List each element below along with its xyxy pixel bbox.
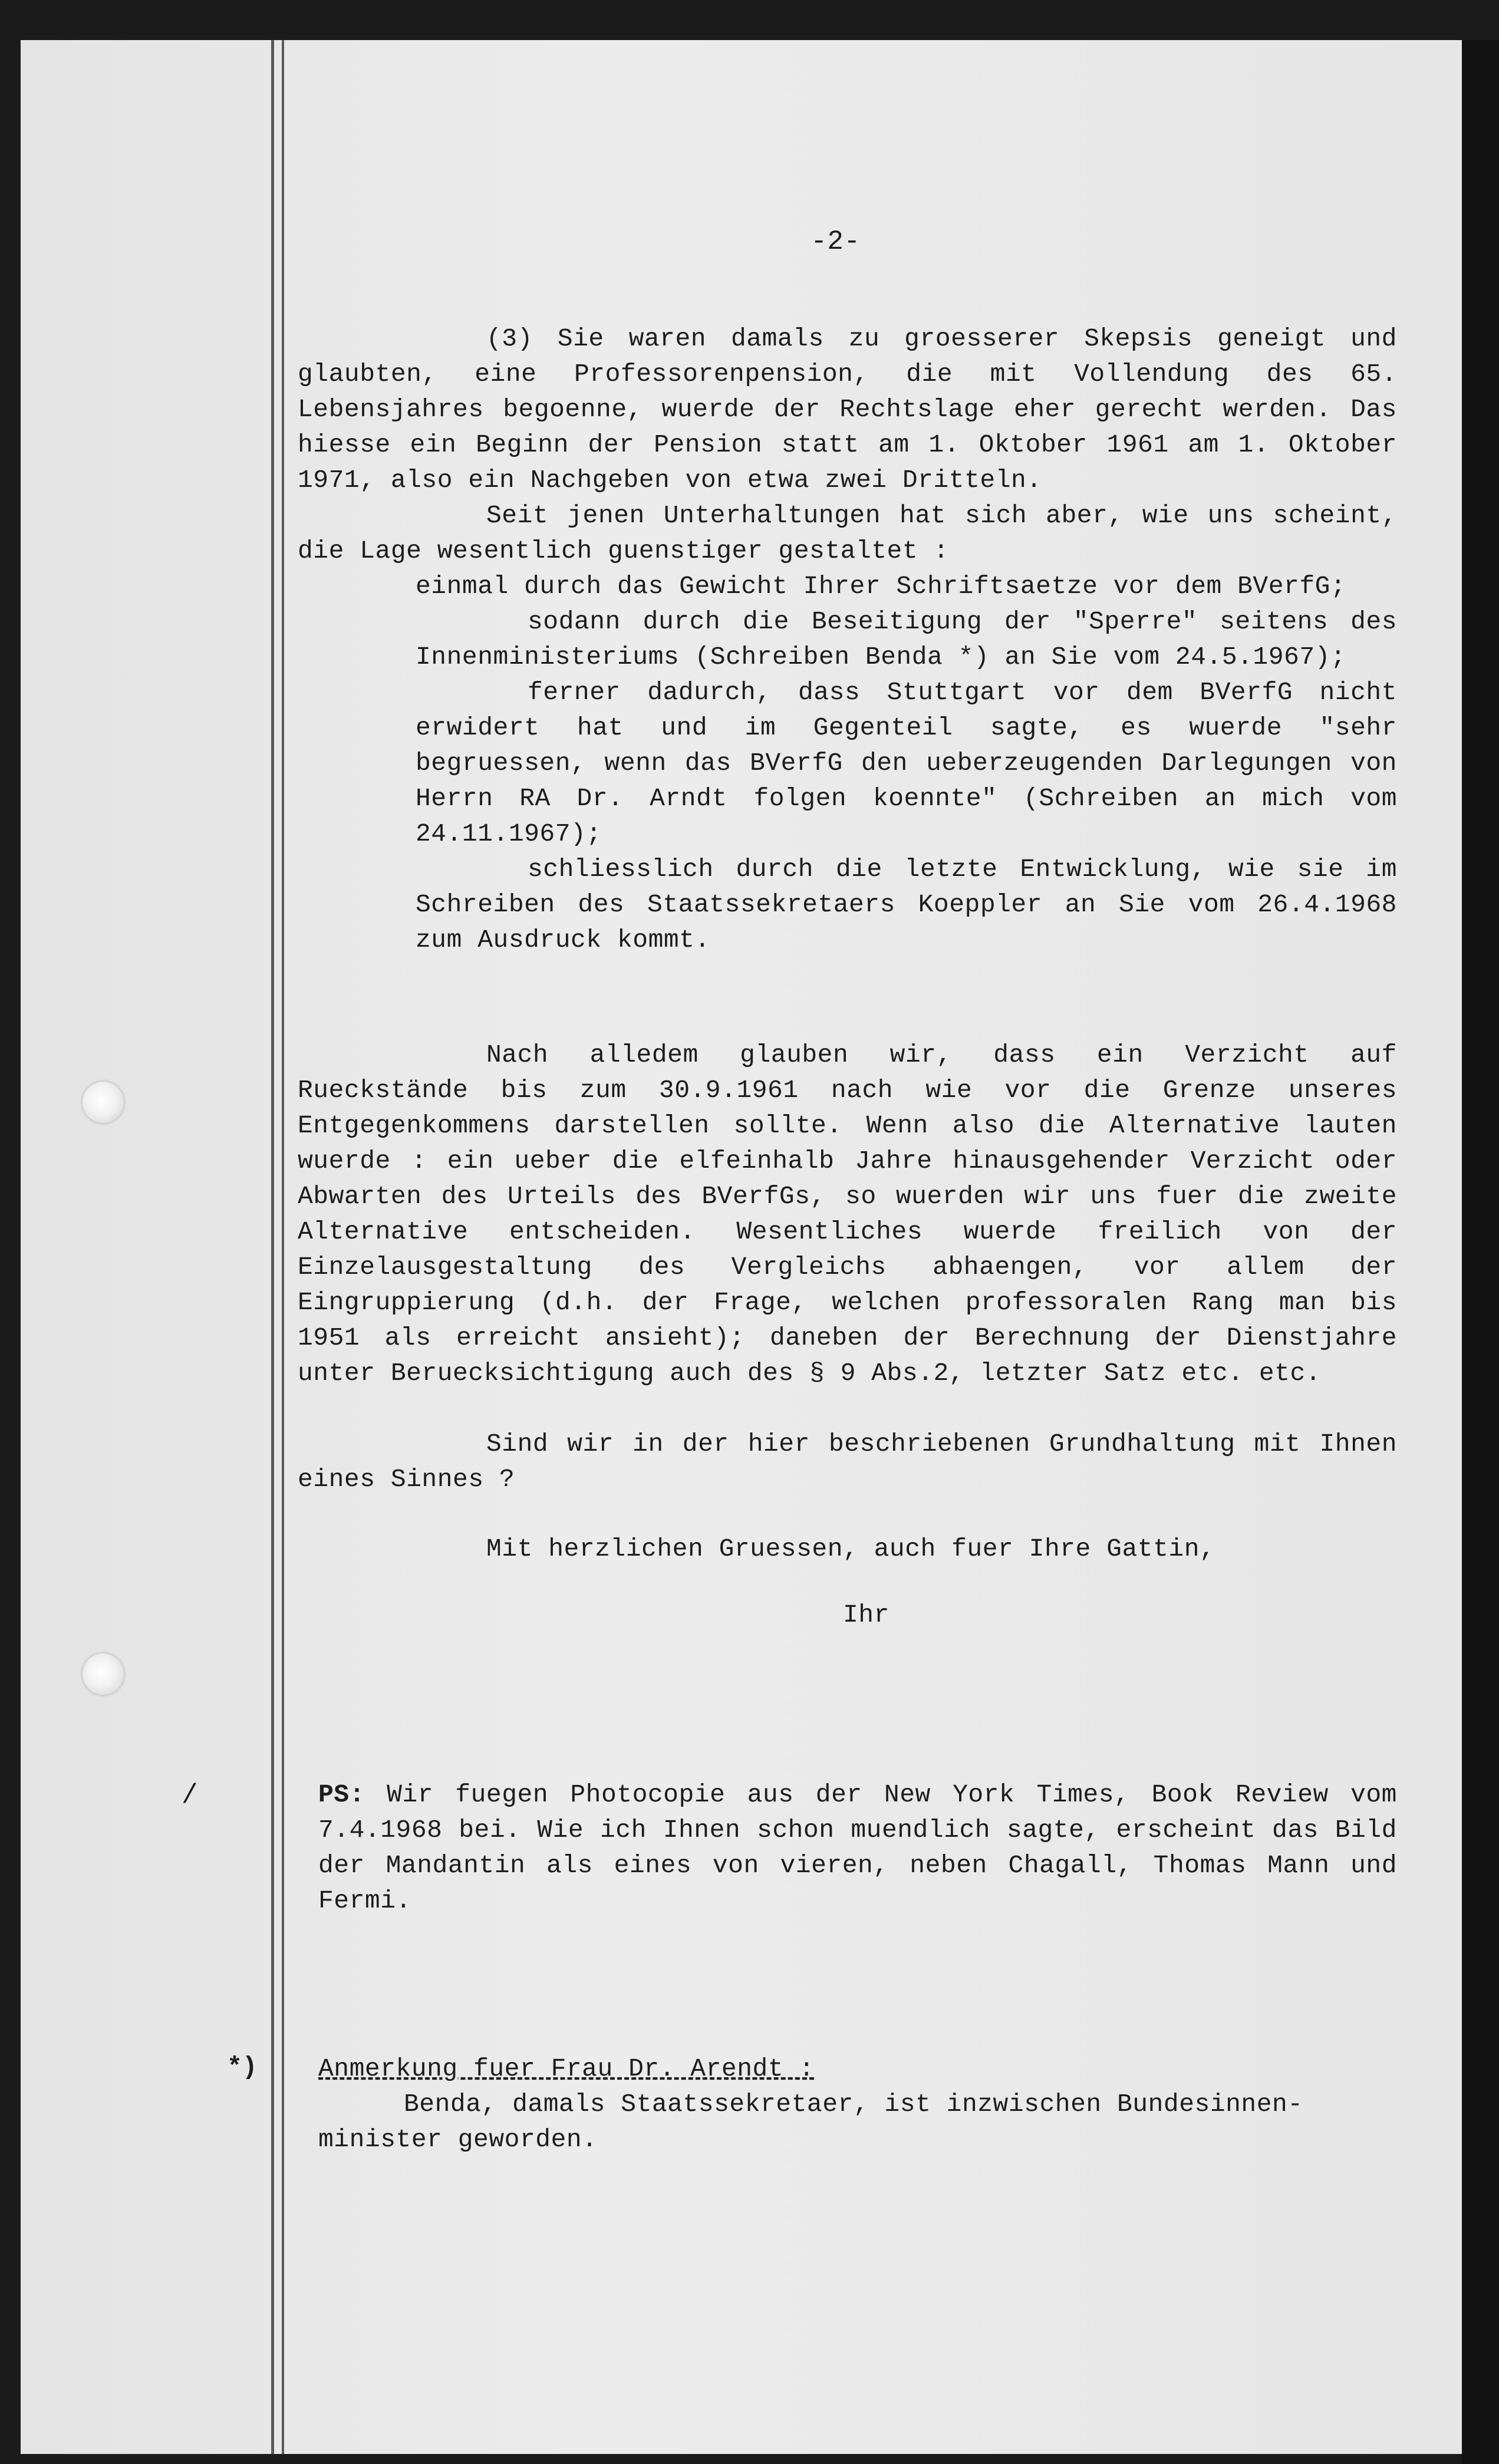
paragraph-3: (3) Sie waren damals zu groesserer Skepsis geneigt und glaubten, eine Professorenpension, die mit Vollendung des 65. Lebensjahres begoenne, wuerde der Rechtslage eher gerecht werden. Das hiesse ein Beginn der Pension statt am 1. Oktober 1961 am 1. Oktober 1971, also ein Nachgeben von etwa zwei Dritteln. — [298, 324, 1397, 495]
punch-hole-top — [83, 1082, 124, 1123]
margin-slash-mark: / — [182, 1780, 198, 1811]
footnote-line: Benda, damals Staatssekretaer, ist inzwischen Bundesinnen- — [404, 2090, 1303, 2119]
postscript-text: Wir fuegen Photocopie aus der New York Times, Book Review vom 7.4.1968 bei. Wie ich Ihnen schon muendlich sagte, erscheint das Bild der Mandantin als eines von vieren, neben Chagall, Thomas Mann und Fermi. — [318, 1780, 1397, 1915]
page-number: -2- — [811, 226, 861, 257]
paragraph-conclusion: Nach alledem glauben wir, dass ein Verzicht auf Rueckstände bis zum 30.9.1961 nach wie vor die Grenze unseres Entgegenkommens darstellen sollte. Wenn also die Alternative lauten wuerde : ein ueber die elfeinhalb Jahre hinausgehender Verzicht oder Abwarten des Urteils des BVerfGs, so wuerden wir uns fuer die zweite Alternative entscheiden. Wesentliches wuerde freilich von der Einzelausgestaltung des Vergleichs abhaengen, vor allem der Eingruppierung (d.h. der Frage, welchen professoralen Rang man bis 1951 als erreicht ansieht); daneben der Berechnung der Dienstjahre unter Beruecksichtigung auch des § 9 Abs.2, letzter Satz etc. etc. — [298, 1040, 1397, 1388]
postscript-label: PS: — [318, 1780, 365, 1809]
letter-body — [298, 224, 1397, 2157]
footnote-marker: *) — [227, 2053, 258, 2081]
footnote-line: minister geworden. — [318, 2125, 598, 2154]
paragraph-situation: Seit jenen Unterhaltungen hat sich aber, wie uns scheint, die Lage wesentlich guenstiger gestaltet : — [298, 501, 1397, 565]
list-item: einmal durch das Gewicht Ihrer Schriftsaetze vor dem BVerfG; — [416, 572, 1346, 601]
scan-edge — [1462, 40, 1499, 2464]
signature: Ihr — [843, 1600, 889, 1629]
paragraph-question: Sind wir in der hier beschriebenen Grundhaltung mit Ihnen eines Sinnes ? — [298, 1429, 1397, 1494]
punch-hole-bottom — [83, 1653, 124, 1695]
list-item: schliesslich durch die letzte Entwicklung, wie sie im Schreiben des Staatssekretaers Koeppler an Sie vom 26.4.1968 zum Ausdruck kommt. — [416, 855, 1397, 954]
footnote-title: Anmerkung fuer Frau Dr. Arendt : — [318, 2054, 815, 2083]
list-item: ferner dadurch, dass Stuttgart vor dem BVerfG nicht erwidert hat und im Gegenteil sagte, es wuerde "sehr begruessen, wenn das BVerfG den ueberzeugenden Darlegungen von Herrn RA Dr. Arndt folgen koennte" (Schreiben an mich vom 24.11.1967); — [416, 678, 1397, 848]
closing-greeting: Mit herzlichen Gruessen, auch fuer Ihre Gattin, — [486, 1534, 1215, 1563]
margin-rule-inner — [282, 40, 284, 2454]
margin-rule-outer — [271, 40, 274, 2454]
list-item: sodann durch die Beseitigung der "Sperre" seitens des Innenministeriums (Schreiben Benda *) an Sie vom 24.5.1967); — [416, 607, 1397, 671]
reasons-list — [416, 569, 1397, 958]
postscript — [318, 1777, 1397, 1919]
